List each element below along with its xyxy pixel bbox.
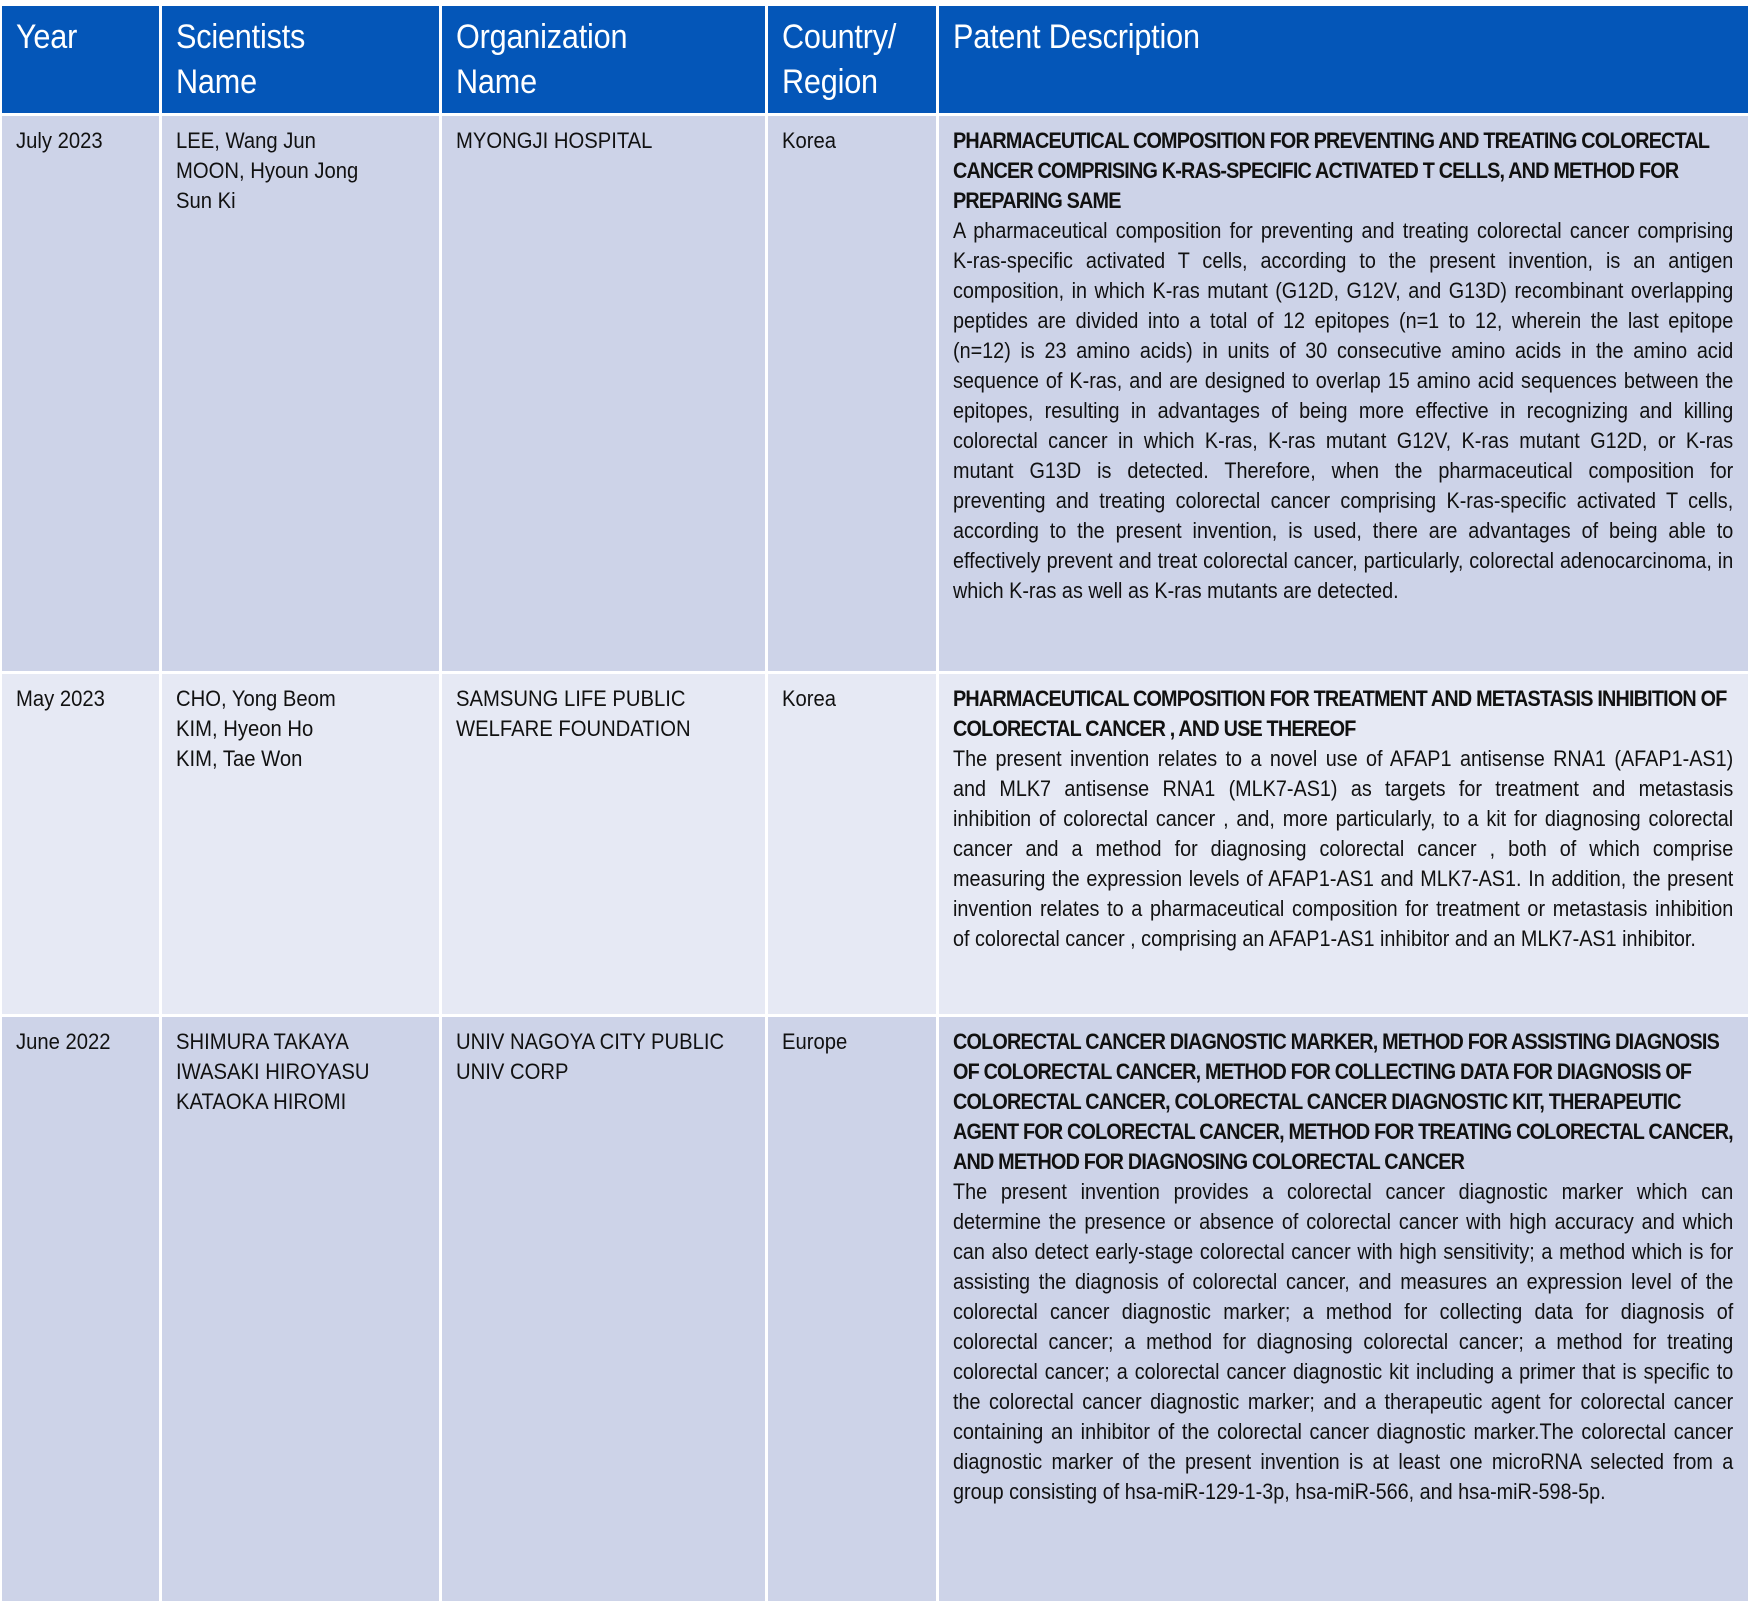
year-cell	[2, 1017, 162, 1604]
patent-title: COLORECTAL CANCER DIAGNOSTIC MARKER, METHOD FOR ASSISTING DIAGNOSIS OF COLORECTAL CANCER, METHOD FOR COLLECTING DATA FOR DIAGNOSIS OF COLORECTAL CANCER, COLORECTAL CANCER DIAGNOSTIC KIT, THERAPEUTIC AGENT FOR COLORECTAL CANCER, METHOD FOR TREATING COLORECTAL CANCER, AND METHOD FOR DIAGNOSING COLORECTAL CANCER	[953, 1029, 1733, 1174]
year-text: June 2022	[16, 1029, 111, 1054]
organization-name: MYONGJI HOSPITAL	[456, 128, 653, 153]
country-text: Korea	[782, 128, 837, 153]
organization-name: UNIV CORP	[456, 1059, 569, 1084]
description-cell	[939, 674, 1748, 1017]
scientists-cell	[162, 1017, 442, 1604]
scientists-cell	[162, 674, 442, 1017]
column-header-country	[768, 6, 939, 116]
organization-name: SAMSUNG LIFE PUBLIC	[456, 686, 686, 711]
table-row	[2, 674, 1748, 1017]
country-cell	[768, 1017, 939, 1604]
column-header-label: Country/ Region	[782, 18, 897, 101]
description-cell	[939, 1017, 1748, 1604]
country-cell	[768, 674, 939, 1017]
patent-abstract: The present invention provides a colorectal cancer diagnostic marker which can determine the presence or absence of colorectal cancer with high accuracy and which can also detect early-stage colorectal cancer with high sensitivity; a method which is for assisting the diagnosis of colorectal cancer, and measures an expression level of the colorectal cancer diagnostic marker; a method for collecting data for diagnosis of colorectal cancer; a method for diagnosing colorectal cancer; a method for treating colorectal cancer; a colorectal cancer diagnostic kit including a primer that is specific to the colorectal cancer diagnostic marker; and a therapeutic agent for colorectal cancer containing an inhibitor of the colorectal cancer diagnostic marker.The colorectal cancer diagnostic marker of the present invention is at least one microRNA selected from a group consisting of hsa-miR-129-1-3p, hsa-miR-566, and hsa-miR-598-5p.	[953, 1179, 1734, 1504]
year-text: May 2023	[16, 686, 105, 711]
organization-name: WELFARE FOUNDATION	[456, 716, 691, 741]
scientist-name: KIM, Hyeon Ho	[176, 716, 314, 741]
column-header-label: Patent Description	[953, 18, 1200, 56]
patent-title: PHARMACEUTICAL COMPOSITION FOR TREATMENT AND METASTASIS INHIBITION OF COLORECTAL CANCER , AND USE THEREOF	[953, 686, 1727, 741]
country-text: Europe	[782, 1029, 848, 1054]
country-cell	[768, 116, 939, 674]
table-row	[2, 116, 1748, 674]
table-row	[2, 1017, 1748, 1604]
organization-cell	[442, 674, 768, 1017]
year-text: July 2023	[16, 128, 103, 153]
patent-table	[2, 6, 1748, 1604]
year-cell	[2, 116, 162, 674]
patent-title: PHARMACEUTICAL COMPOSITION FOR PREVENTING AND TREATING COLORECTAL CANCER COMPRISING K-RAS-SPECIFIC ACTIVATED T CELLS, AND METHOD FOR PREPARING SAME	[953, 128, 1709, 213]
scientist-name: CHO, Yong Beom	[176, 686, 336, 711]
column-header-year	[2, 6, 162, 116]
organization-cell	[442, 116, 768, 674]
scientist-name: KATAOKA HIROMI	[176, 1089, 347, 1114]
scientist-name: SHIMURA TAKAYA	[176, 1029, 349, 1054]
patent-abstract: A pharmaceutical composition for preventing and treating colorectal cancer comprising K-ras-specific activated T cells, according to the present invention, is an antigen composition, in which K-ras mutant (G12D, G12V, and G13D) recombinant overlapping peptides are divided into a total of 12 epitopes (n=1 to 12, wherein the last epitope (n=12) is 23 amino acids) in units of 30 consecutive amino acids in the amino acid sequence of K-ras, and are designed to overlap 15 amino acid sequences between the epitopes, resulting in advantages of being more effective in recognizing and killing colorectal cancer in which K-ras, K-ras mutant G12V, K-ras mutant G12D, or K-ras mutant G13D is detected. Therefore, when the pharmaceutical composition for preventing and treating colorectal cancer comprising K-ras-specific activated T cells, according to the present invention, is used, there are advantages of being able to effectively prevent and treat colorectal cancer, particularly, colorectal adenocarcinoma, in which K-ras as well as K-ras mutants are detected.	[953, 218, 1734, 603]
column-header-description	[939, 6, 1748, 116]
scientist-name: LEE, Wang Jun	[176, 128, 316, 153]
scientists-cell	[162, 116, 442, 674]
country-text: Korea	[782, 686, 837, 711]
column-header-scientists	[162, 6, 442, 116]
table-header	[2, 6, 1748, 116]
table-body	[2, 116, 1748, 1604]
description-cell	[939, 116, 1748, 674]
scientist-name: KIM, Tae Won	[176, 746, 303, 771]
column-header-label: Organization Name	[456, 18, 628, 101]
header-row	[2, 6, 1748, 116]
column-header-label: Year	[16, 18, 78, 56]
column-header-organization	[442, 6, 768, 116]
scientist-name: IWASAKI HIROYASU	[176, 1059, 370, 1084]
scientist-name: MOON, Hyoun Jong	[176, 158, 359, 183]
patent-abstract: The present invention relates to a novel use of AFAP1 antisense RNA1 (AFAP1-AS1) and MLK7 antisense RNA1 (MLK7-AS1) as targets for treatment and metastasis inhibition of colorectal cancer , and, more particularly, to a kit for diagnosing colorectal cancer and a method for diagnosing colorectal cancer , both of which comprise measuring the expression levels of AFAP1-AS1 and MLK7-AS1. In addition, the present invention relates to a pharmaceutical composition for treatment or metastasis inhibition of colorectal cancer , comprising an AFAP1-AS1 inhibitor and an MLK7-AS1 inhibitor.	[953, 746, 1734, 951]
year-cell	[2, 674, 162, 1017]
organization-cell	[442, 1017, 768, 1604]
column-header-label: Scientists Name	[176, 18, 306, 101]
organization-name: UNIV NAGOYA CITY PUBLIC	[456, 1029, 725, 1054]
scientist-name: Sun Ki	[176, 188, 236, 213]
